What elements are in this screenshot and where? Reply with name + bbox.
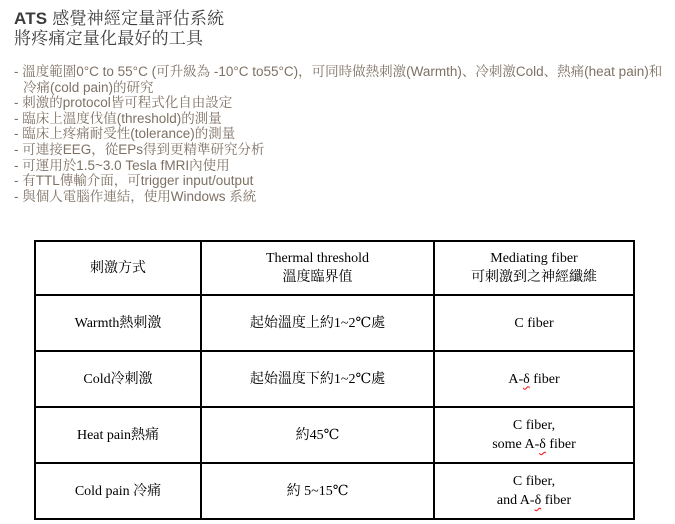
table-header-row <box>35 241 634 295</box>
bullet-dash: - <box>14 64 23 79</box>
feature-item <box>14 173 666 189</box>
delta-misspelled: δ <box>539 437 546 452</box>
feature-text: 可運用於1.5~3.0 Tesla fMRI內使用 <box>22 157 230 173</box>
bullet-dash: - <box>14 173 23 189</box>
bullet-dash: - <box>14 141 23 157</box>
qst-table-body <box>35 295 634 519</box>
feature-text: 可連接EEG，從EPs得到更精準研究分析 <box>22 141 265 157</box>
feature-item <box>14 189 666 205</box>
threshold-cell: 起始溫度下約1~2℃處 <box>201 351 434 407</box>
feature-text: 溫度範圍0°C to 55°C (可升級為 -10°C to55°C)，可同時做熱刺激(Warmth)、冷刺激Cold、熱痛(heat pain)和冷痛(cold pain)的研究 <box>22 64 663 95</box>
qst-table-head <box>35 241 634 295</box>
stimulus-cell: Cold pain 冷痛 <box>35 463 201 519</box>
qst-table <box>34 240 635 520</box>
table-header-cell: 刺激方式 <box>35 241 201 295</box>
bullet-dash: - <box>14 126 23 142</box>
bullet-dash: - <box>14 95 23 111</box>
fiber-cell: C fiber, some A-δ fiber <box>434 407 634 463</box>
table-header-cell: Mediating fiber 可刺激到之神經纖維 <box>434 241 634 295</box>
threshold-cell: 約 5~15℃ <box>201 463 434 519</box>
fiber-cell: C fiber, and A-δ fiber <box>434 463 634 519</box>
table-header-cell: Thermal threshold 溫度臨界值 <box>201 241 434 295</box>
page-title-text: 感覺神經定量評估系統 <box>47 9 225 28</box>
feature-item <box>14 111 666 127</box>
feature-text: 刺激的protocol皆可程式化自由設定 <box>22 95 233 111</box>
page-subtitle: 將疼痛定量化最好的工具 <box>14 29 204 48</box>
fiber-cell: C fiber <box>434 295 634 351</box>
bullet-dash: - <box>14 188 23 204</box>
table-row <box>35 463 634 519</box>
bullet-dash: - <box>14 110 23 126</box>
threshold-cell: 起始溫度上約1~2℃處 <box>201 295 434 351</box>
page-title <box>14 9 224 29</box>
delta-misspelled: δ <box>523 371 530 387</box>
feature-item <box>14 64 666 95</box>
table-row <box>35 295 634 351</box>
feature-item <box>14 158 666 174</box>
feature-text: 臨床上疼痛耐受性(tolerance)的測量 <box>22 126 236 142</box>
bullet-dash: - <box>14 157 23 173</box>
page-header <box>14 9 224 49</box>
feature-item <box>14 95 666 111</box>
feature-item <box>14 142 666 158</box>
feature-text: 與個人電腦作連結，使用Windows 系統 <box>22 188 257 204</box>
table-row <box>35 407 634 463</box>
fiber-cell: A-δ fiber <box>434 351 634 407</box>
threshold-cell: 約45℃ <box>201 407 434 463</box>
feature-text: 臨床上溫度伐值(threshold)的測量 <box>22 110 222 126</box>
table-row <box>35 351 634 407</box>
stimulus-cell: Warmth熱刺激 <box>35 295 201 351</box>
delta-misspelled: δ <box>534 493 542 508</box>
feature-list <box>14 64 666 204</box>
brand-name: ATS <box>14 9 48 28</box>
feature-text: 有TTL傳輸介面，可trigger input/output <box>22 173 254 189</box>
feature-item <box>14 126 666 142</box>
stimulus-cell: Heat pain熱痛 <box>35 407 201 463</box>
stimulus-cell: Cold冷刺激 <box>35 351 201 407</box>
